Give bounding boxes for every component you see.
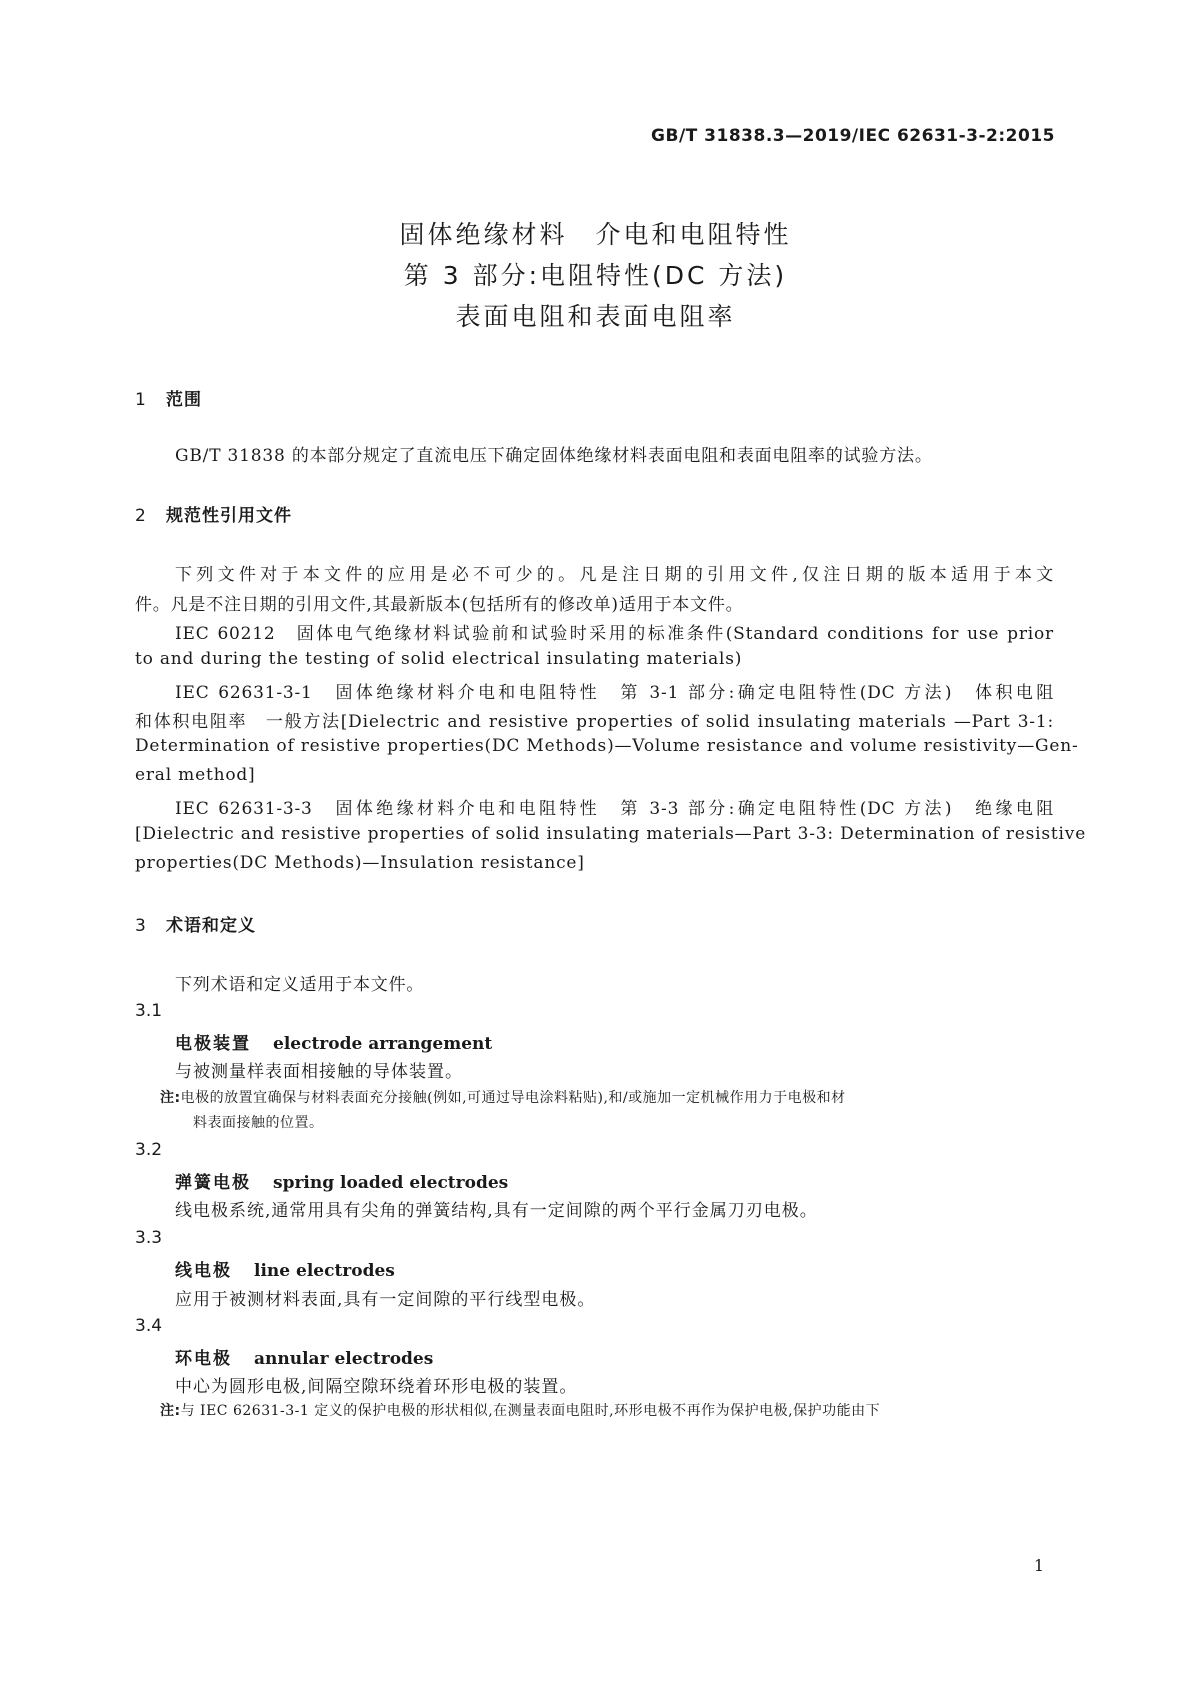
term-3-1-note-line-1: 电极的放置宜确保与材料表面充分接触(例如,可通过导电涂料粘贴),和/或施加一定机械作用力于电极和材 [180, 1090, 846, 1106]
section-2-intro-line-2: 件。凡是不注日期的引用文件,其最新版本(包括所有的修改单)适用于本文件。 [135, 595, 744, 615]
term-3-1-name [175, 1029, 492, 1054]
term-3-4-note [160, 1400, 880, 1420]
term-3-2-name [175, 1168, 508, 1193]
reference-3-line-2: [Dielectric and resistive properties of solid insulating materials—Part 3-3: Determination of resistive [135, 824, 1087, 844]
term-3-4-note-line-1: 与 IEC 62631-3-1 定义的保护电极的形状相似,在测量表面电阻时,环形电极不再作为保护电极,保护功能由下 [180, 1403, 881, 1419]
term-3-2-number: 3.2 [135, 1140, 163, 1160]
title-line-1: 固体绝缘材料 介电和电阻特性 [399, 220, 792, 249]
term-3-1-zh: 电极装置 [175, 1034, 251, 1054]
term-3-3-name [175, 1256, 395, 1281]
term-3-1-definition: 与被测量样表面相接触的导体装置。 [175, 1062, 463, 1082]
reference-3-line-3: properties(DC Methods)—Insulation resistance] [135, 853, 585, 873]
term-3-3-zh: 线电极 [175, 1261, 232, 1281]
reference-1-line-2: to and during the testing of solid electrical insulating materials) [135, 649, 743, 669]
section-1-title: 范围 [166, 390, 202, 410]
term-3-1-note-line-2: 料表面接触的位置。 [193, 1115, 324, 1131]
reference-2-line-4: eral method] [135, 765, 256, 785]
standard-number: GB/T 31838.3—2019/IEC 62631-3-2:2015 [651, 126, 1055, 146]
section-3-heading [135, 911, 256, 936]
term-3-3-en: line electrodes [254, 1261, 395, 1281]
note-label: 注: [160, 1403, 181, 1419]
reference-3-line-1: IEC 62631-3-3 固体绝缘材料介电和电阻特性 第 3-3 部分:确定电阻特性(DC 方法) 绝缘电阻 [175, 799, 1054, 819]
section-2-heading [135, 501, 292, 526]
term-3-4-en: annular electrodes [254, 1349, 434, 1369]
reference-1-line-1: IEC 60212 固体电气绝缘材料试验前和试验时采用的标准条件(Standard conditions for use prior [175, 624, 1054, 644]
section-2-number: 2 [135, 506, 147, 526]
term-3-1-number: 3.1 [135, 1001, 163, 1021]
title-line-3: 表面电阻和表面电阻率 [455, 302, 736, 331]
section-1-text: GB/T 31838 的本部分规定了直流电压下确定固体绝缘材料表面电阻和表面电阻率的试验方法。 [175, 446, 933, 466]
reference-2-line-3: Determination of resistive properties(DC Methods)—Volume resistance and volume resistivity—Gen- [135, 736, 1079, 756]
section-3-number: 3 [135, 916, 147, 936]
section-2-title: 规范性引用文件 [166, 506, 292, 526]
term-3-1-note [160, 1087, 846, 1107]
term-3-4-name [175, 1344, 433, 1369]
term-3-2-definition: 线电极系统,通常用具有尖角的弹簧结构,具有一定间隙的两个平行金属刀刃电极。 [175, 1201, 818, 1221]
section-3-intro: 下列术语和定义适用于本文件。 [175, 975, 425, 995]
note-label: 注: [160, 1090, 181, 1106]
term-3-4-definition: 中心为圆形电极,间隔空隙环绕着环形电极的装置。 [175, 1377, 578, 1397]
term-3-4-zh: 环电极 [175, 1349, 232, 1369]
title-line-2: 第 3 部分:电阻特性(DC 方法) [403, 261, 788, 290]
section-1-heading [135, 385, 202, 410]
section-3-title: 术语和定义 [166, 916, 256, 936]
term-3-3-definition: 应用于被测材料表面,具有一定间隙的平行线型电极。 [175, 1290, 596, 1310]
term-3-3-number: 3.3 [135, 1228, 163, 1248]
term-3-2-en: spring loaded electrodes [273, 1173, 509, 1193]
reference-2-line-1: IEC 62631-3-1 固体绝缘材料介电和电阻特性 第 3-1 部分:确定电阻特性(DC 方法) 体积电阻 [175, 683, 1054, 703]
page-number: 1 [1033, 1556, 1044, 1575]
term-3-4-number: 3.4 [135, 1316, 163, 1336]
term-3-2-zh: 弹簧电极 [175, 1173, 251, 1193]
reference-2-line-2: 和体积电阻率 一般方法[Dielectric and resistive properties of solid insulating materials —Part 3-1: [135, 712, 1054, 732]
section-1-number: 1 [135, 390, 147, 410]
term-3-1-en: electrode arrangement [273, 1034, 493, 1054]
section-2-intro-line-1: 下列文件对于本文件的应用是必不可少的。凡是注日期的引用文件,仅注日期的版本适用于本文 [175, 565, 1054, 585]
